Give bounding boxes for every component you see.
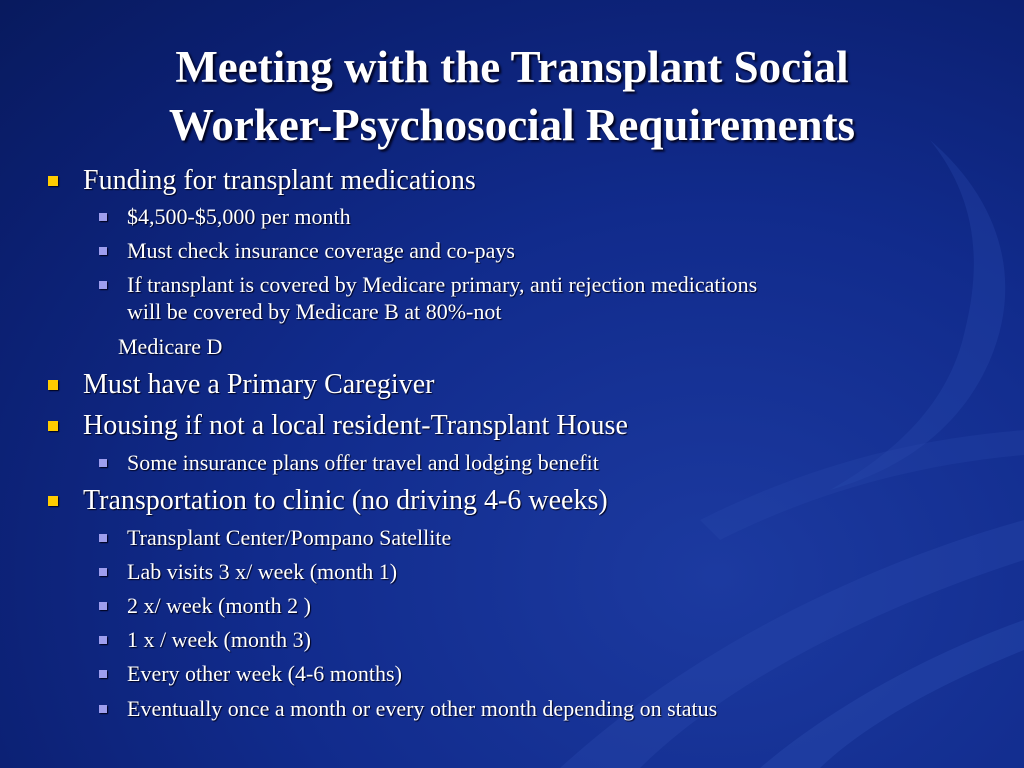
bullet-caregiver: Must have a Primary Caregiver <box>83 369 435 400</box>
sub-bullet-insurance: Must check insurance coverage and co-pays <box>127 238 515 263</box>
sub-bullet-medicare: If transplant is covered by Medicare primary, anti rejection medications <box>127 272 758 297</box>
sub-bullet-square-icon <box>99 568 107 576</box>
bullet-square-icon <box>48 380 58 390</box>
sub-bullet-square-icon <box>99 670 107 678</box>
sub-bullet-cost: $4,500-$5,000 per month <box>127 204 351 229</box>
sub-bullet-medicare-d: Medicare D <box>118 334 223 359</box>
sub-bullet-square-icon <box>99 534 107 542</box>
bullet-square-icon <box>48 421 58 431</box>
slide-title-line2: Worker-Psychosocial Requirements <box>168 100 856 150</box>
sub-bullet-square-icon <box>99 636 107 644</box>
sub-bullet-month-3: 1 x / week (month 3) <box>127 627 311 652</box>
sub-bullet-travel-lodging: Some insurance plans offer travel and lodging benefit <box>127 450 599 475</box>
bullet-housing: Housing if not a local resident-Transplant House <box>83 410 628 441</box>
sub-bullet-square-icon <box>99 602 107 610</box>
bullet-square-icon <box>48 496 58 506</box>
bullet-funding: Funding for transplant medications <box>83 165 476 196</box>
sub-bullet-square-icon <box>99 705 107 713</box>
sub-bullet-eventually: Eventually once a month or every other month depending on status <box>127 696 718 721</box>
sub-bullet-lab-visits: Lab visits 3 x/ week (month 1) <box>127 559 398 584</box>
sub-bullet-transplant-center: Transplant Center/Pompano Satellite <box>127 525 452 550</box>
sub-bullet-month-2: 2 x/ week (month 2 ) <box>127 593 311 618</box>
sub-bullet-square-icon <box>99 213 107 221</box>
bullet-transportation: Transportation to clinic (no driving 4-6 weeks) <box>83 485 608 516</box>
sub-bullet-medicare-cont: will be covered by Medicare B at 80%-not <box>127 299 502 324</box>
sub-bullet-square-icon <box>99 247 107 255</box>
sub-bullet-square-icon <box>99 281 107 289</box>
slide-title-line1: Meeting with the Transplant Social <box>175 42 849 92</box>
bullet-square-icon <box>48 176 58 186</box>
sub-bullet-square-icon <box>99 459 107 467</box>
sub-bullet-every-other-week: Every other week (4-6 months) <box>127 661 402 686</box>
